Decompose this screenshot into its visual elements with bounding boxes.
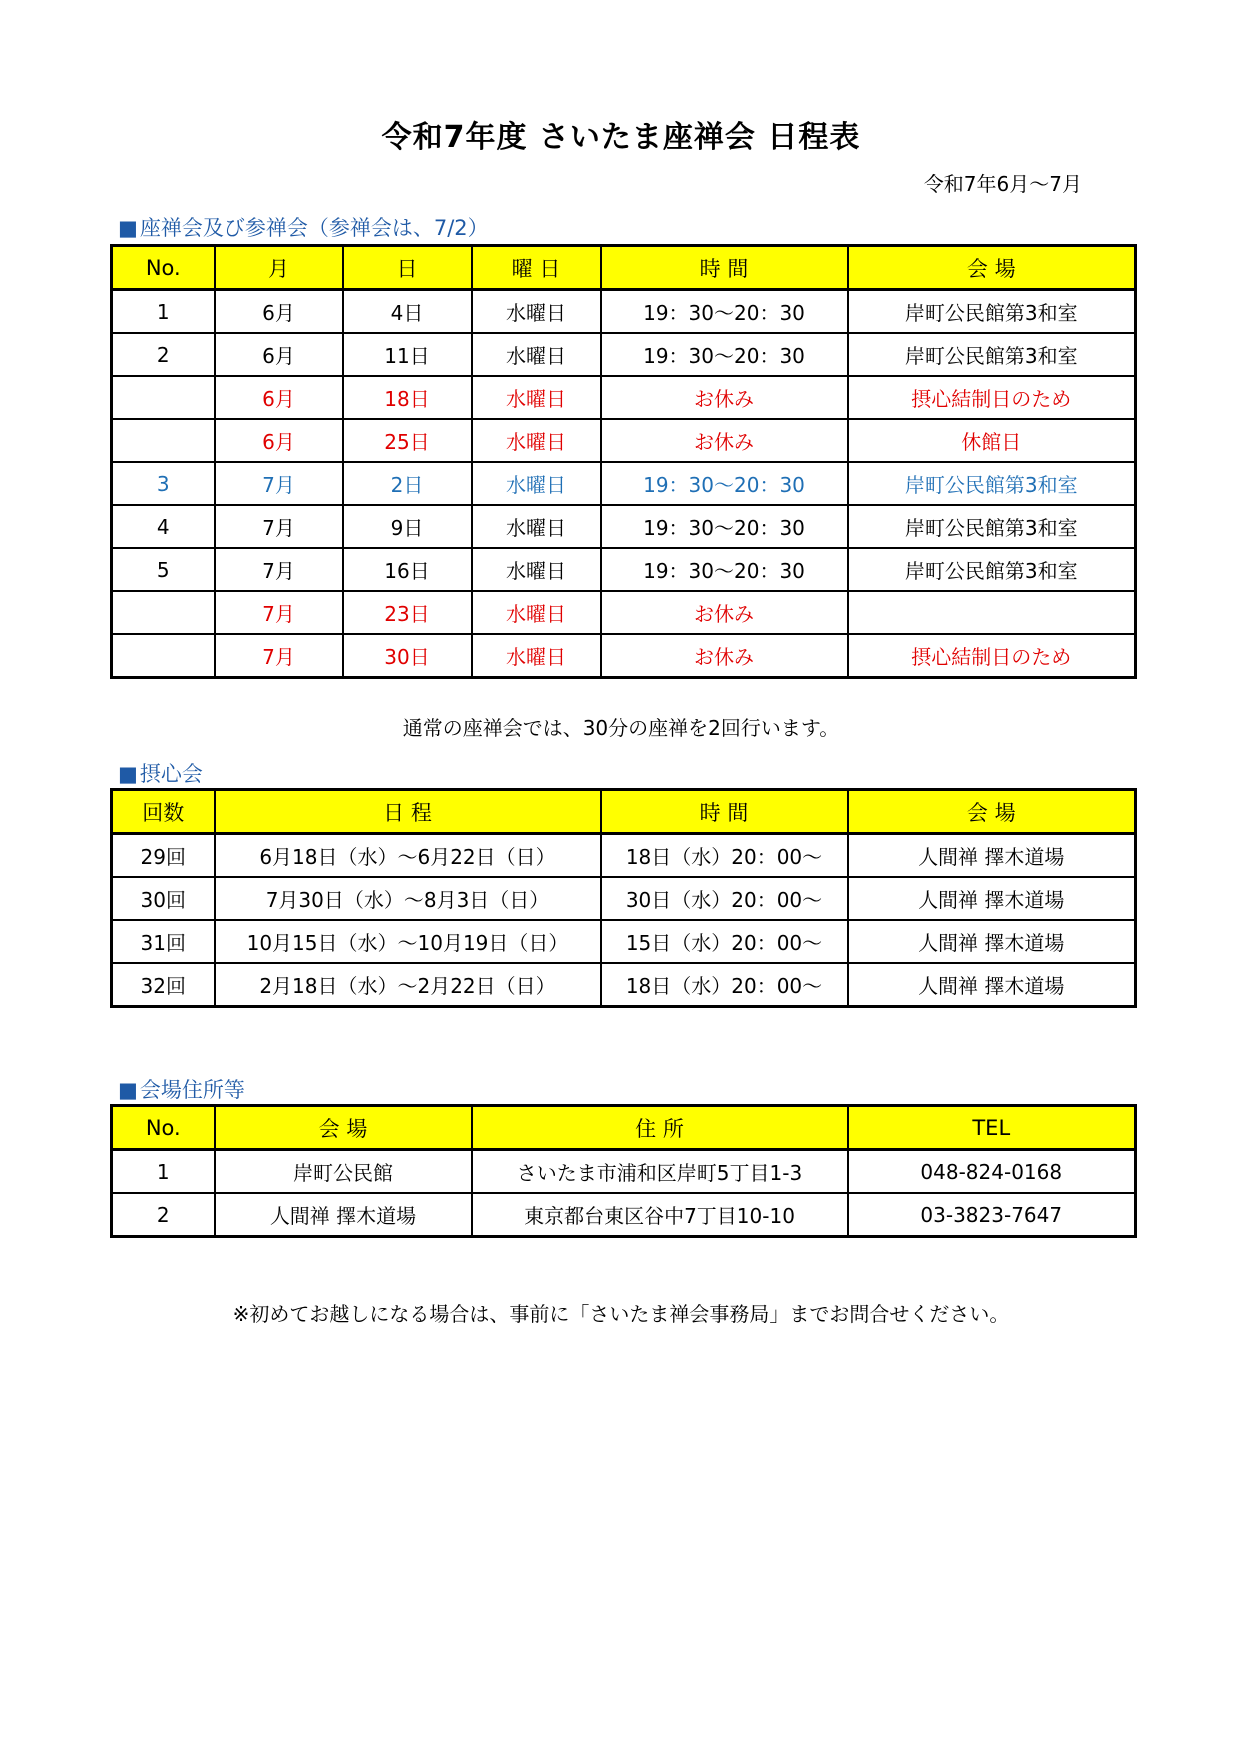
cell-tel: 048-824-0168	[848, 1150, 1136, 1194]
cell-weekday: 水曜日	[472, 505, 601, 548]
cell-day: 2日	[343, 462, 472, 505]
section3-heading-text: 会場住所等	[139, 1078, 245, 1102]
header-no: No.	[112, 1106, 215, 1150]
cell-venue: 摂心結制日のため	[848, 376, 1136, 419]
header-schedule: 日 程	[215, 790, 601, 834]
cell-day: 16日	[343, 548, 472, 591]
table-row	[112, 1150, 1136, 1194]
table-row	[112, 462, 1136, 505]
cell-venue: 岸町公民館第3和室	[848, 548, 1136, 591]
square-bullet-icon: ■	[118, 216, 138, 240]
cell-day: 9日	[343, 505, 472, 548]
footer-note: ※初めてお越しになる場合は、事前に「さいたま禅会事務局」までお問合せください。	[232, 1302, 1010, 1326]
cell-weekday: 水曜日	[472, 548, 601, 591]
table-row	[112, 290, 1136, 334]
cell-weekday: 水曜日	[472, 634, 601, 678]
page-title: 令和7年度 さいたま座禅会 日程表	[381, 120, 861, 155]
cell-day: 25日	[343, 419, 472, 462]
cell-no	[112, 419, 215, 462]
table-row	[112, 634, 1136, 678]
cell-weekday: 水曜日	[472, 419, 601, 462]
table-row	[112, 505, 1136, 548]
venue-address-table	[110, 1104, 1137, 1238]
header-time: 時 間	[601, 246, 848, 290]
cell-no	[112, 376, 215, 419]
table-row	[112, 963, 1136, 1007]
cell-time: 19：30～20：30	[601, 548, 848, 591]
cell-tel: 03-3823-7647	[848, 1193, 1136, 1237]
cell-schedule: 2月18日（水）～2月22日（日）	[215, 963, 601, 1007]
cell-schedule: 10月15日（水）～10月19日（日）	[215, 920, 601, 963]
cell-month: 6月	[215, 333, 343, 376]
cell-venue: 岸町公民館第3和室	[848, 462, 1136, 505]
table-header-row	[112, 790, 1136, 834]
header-count: 回数	[112, 790, 215, 834]
section1-heading	[118, 212, 489, 242]
cell-day: 23日	[343, 591, 472, 634]
cell-count: 32回	[112, 963, 215, 1007]
cell-time: 18日（水）20：00～	[601, 834, 848, 878]
cell-count: 30回	[112, 877, 215, 920]
cell-month: 7月	[215, 548, 343, 591]
cell-no: 1	[112, 290, 215, 334]
cell-no	[112, 591, 215, 634]
table-row	[112, 877, 1136, 920]
cell-no: 3	[112, 462, 215, 505]
section1-heading-text: 座禅会及び参禅会（参禅会は、7/2）	[139, 216, 489, 240]
sesshin-table	[110, 788, 1137, 1008]
cell-time: お休み	[601, 634, 848, 678]
cell-venue: 摂心結制日のため	[848, 634, 1136, 678]
cell-venue	[848, 591, 1136, 634]
section2-heading-text: 摂心会	[139, 762, 203, 786]
table-row	[112, 591, 1136, 634]
cell-day: 18日	[343, 376, 472, 419]
cell-time: 19：30～20：30	[601, 505, 848, 548]
table-row	[112, 333, 1136, 376]
table-row	[112, 419, 1136, 462]
cell-venue: 人間禅 擇木道場	[848, 834, 1136, 878]
table-header-row	[112, 246, 1136, 290]
header-venue: 会 場	[848, 790, 1136, 834]
square-bullet-icon: ■	[118, 762, 138, 786]
header-day: 日	[343, 246, 472, 290]
cell-time: 30日（水）20：00～	[601, 877, 848, 920]
cell-time: お休み	[601, 591, 848, 634]
cell-venue: 岸町公民館第3和室	[848, 333, 1136, 376]
cell-address: さいたま市浦和区岸町5丁目1-3	[472, 1150, 848, 1194]
cell-venue: 人間禅 擇木道場	[848, 963, 1136, 1007]
cell-month: 7月	[215, 462, 343, 505]
header-venue: 会 場	[848, 246, 1136, 290]
cell-schedule: 7月30日（水）～8月3日（日）	[215, 877, 601, 920]
cell-month: 6月	[215, 419, 343, 462]
table-row	[112, 834, 1136, 878]
cell-count: 29回	[112, 834, 215, 878]
cell-address: 東京都台東区谷中7丁目10-10	[472, 1193, 848, 1237]
section2-heading	[118, 758, 203, 788]
table-row	[112, 548, 1136, 591]
cell-weekday: 水曜日	[472, 376, 601, 419]
header-time: 時 間	[601, 790, 848, 834]
cell-time: 19：30～20：30	[601, 462, 848, 505]
header-address: 住 所	[472, 1106, 848, 1150]
table-header-row	[112, 1106, 1136, 1150]
cell-time: お休み	[601, 419, 848, 462]
cell-venue: 人間禅 擇木道場	[848, 920, 1136, 963]
cell-venue: 休館日	[848, 419, 1136, 462]
header-tel: TEL	[848, 1106, 1136, 1150]
cell-count: 31回	[112, 920, 215, 963]
cell-time: 19：30～20：30	[601, 290, 848, 334]
cell-weekday: 水曜日	[472, 333, 601, 376]
cell-schedule: 6月18日（水）～6月22日（日）	[215, 834, 601, 878]
date-range: 令和7年6月～7月	[923, 172, 1082, 196]
cell-day: 30日	[343, 634, 472, 678]
cell-venue: 岸町公民館第3和室	[848, 505, 1136, 548]
header-month: 月	[215, 246, 343, 290]
cell-month: 6月	[215, 290, 343, 334]
cell-day: 11日	[343, 333, 472, 376]
cell-time: 15日（水）20：00～	[601, 920, 848, 963]
cell-day: 4日	[343, 290, 472, 334]
cell-venue: 人間禅 擇木道場	[848, 877, 1136, 920]
header-venue: 会 場	[215, 1106, 472, 1150]
cell-month: 7月	[215, 591, 343, 634]
header-weekday: 曜 日	[472, 246, 601, 290]
square-bullet-icon: ■	[118, 1078, 138, 1102]
cell-time: 18日（水）20：00～	[601, 963, 848, 1007]
cell-weekday: 水曜日	[472, 591, 601, 634]
cell-venue: 人間禅 擇木道場	[215, 1193, 472, 1237]
zazen-note: 通常の座禅会では、30分の座禅を2回行います。	[402, 716, 840, 740]
table-row	[112, 1193, 1136, 1237]
cell-venue: 岸町公民館第3和室	[848, 290, 1136, 334]
cell-no: 5	[112, 548, 215, 591]
table-row	[112, 376, 1136, 419]
cell-weekday: 水曜日	[472, 290, 601, 334]
section3-heading	[118, 1074, 245, 1104]
cell-no: 4	[112, 505, 215, 548]
cell-no: 1	[112, 1150, 215, 1194]
cell-month: 7月	[215, 505, 343, 548]
cell-month: 6月	[215, 376, 343, 419]
zazen-schedule-table	[110, 244, 1137, 679]
header-no: No.	[112, 246, 215, 290]
cell-weekday: 水曜日	[472, 462, 601, 505]
cell-time: 19：30～20：30	[601, 333, 848, 376]
table-row	[112, 920, 1136, 963]
cell-month: 7月	[215, 634, 343, 678]
cell-no: 2	[112, 333, 215, 376]
cell-no: 2	[112, 1193, 215, 1237]
cell-time: お休み	[601, 376, 848, 419]
cell-venue: 岸町公民館	[215, 1150, 472, 1194]
cell-no	[112, 634, 215, 678]
